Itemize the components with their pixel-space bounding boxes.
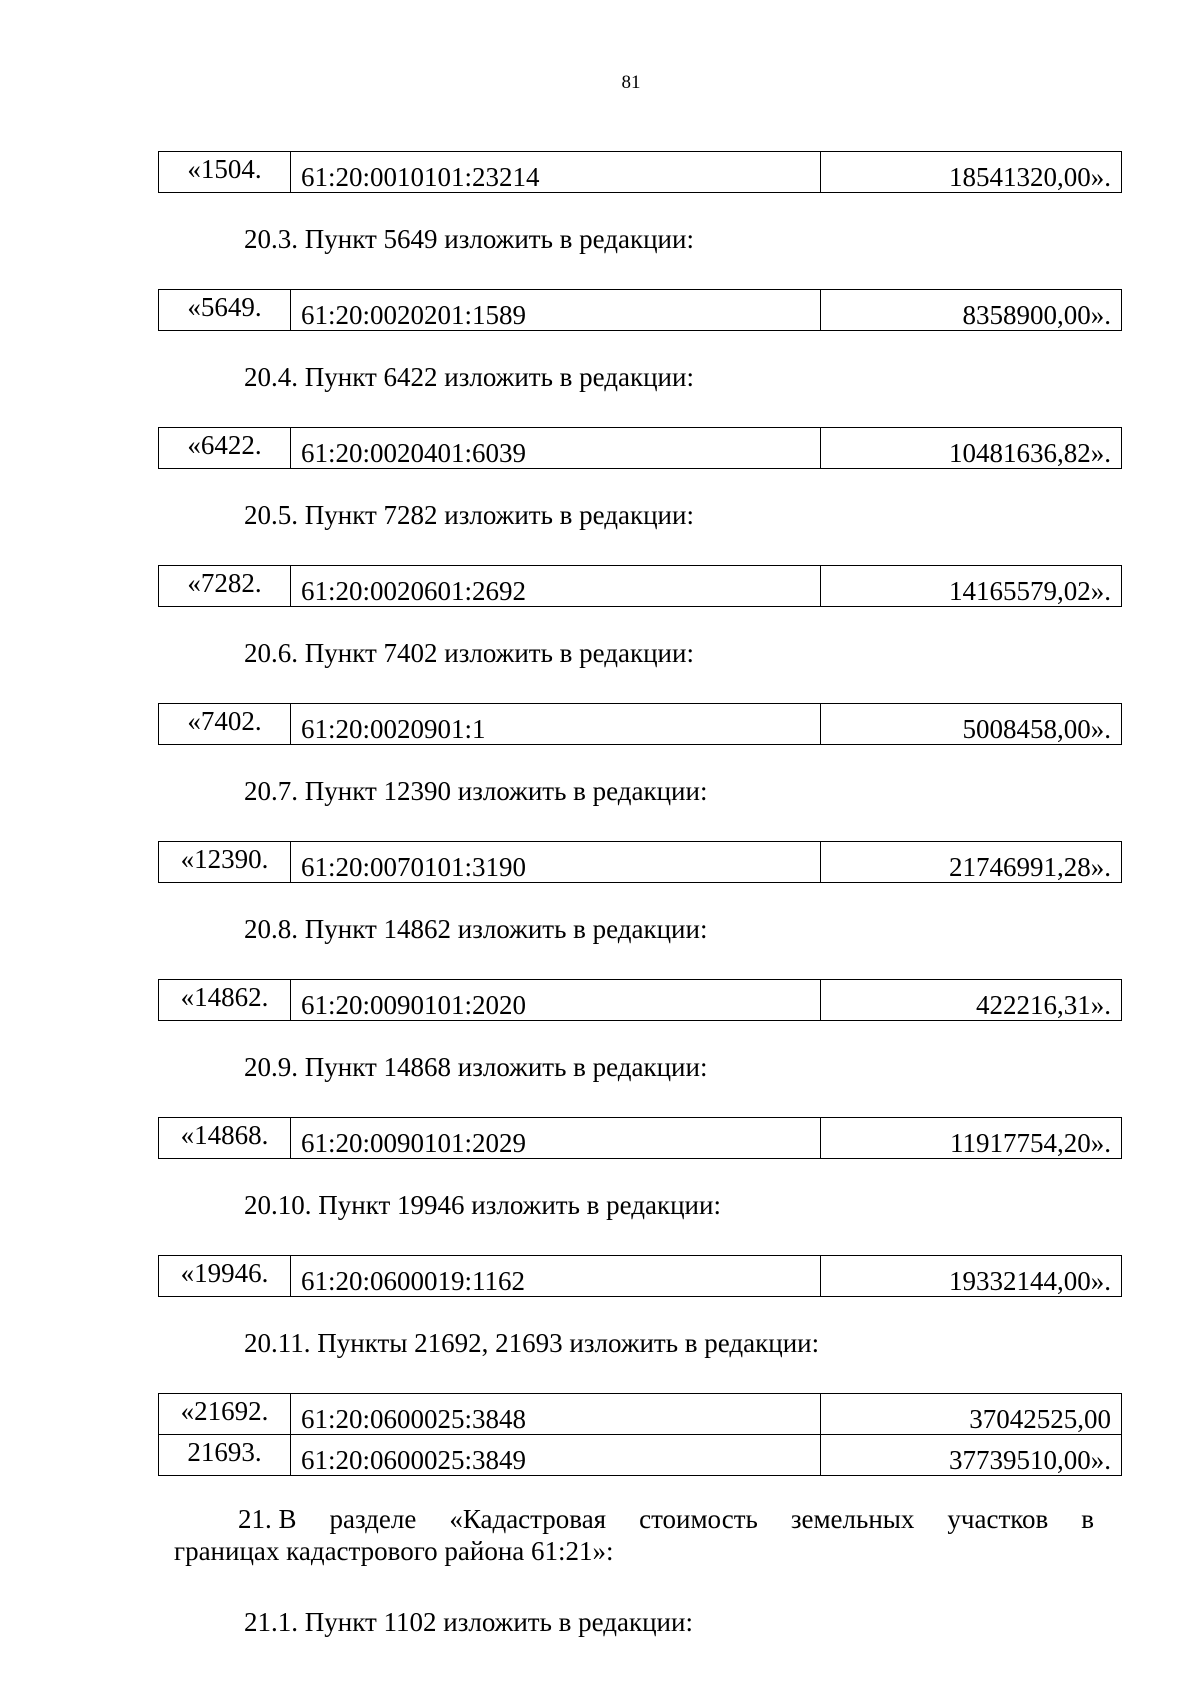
table-1504	[158, 151, 1122, 193]
item-number-cell: «14862.	[159, 980, 291, 1021]
word: разделе	[329, 1504, 417, 1534]
paragraph-21-line-1	[174, 1503, 1094, 1535]
item-number-cell: «7402.	[159, 704, 291, 745]
paragraph-21-1: 21.1. Пункт 1102 изложить в редакции:	[244, 1607, 693, 1637]
item-number-cell: «7282.	[159, 566, 291, 607]
table-row	[159, 842, 1122, 883]
cadastral-number-cell: 61:20:0020201:1589	[291, 290, 821, 331]
table-5649	[158, 289, 1122, 331]
table-row	[159, 152, 1122, 193]
paragraph-20-4: 20.4. Пункт 6422 изложить в редакции:	[244, 362, 694, 392]
item-number-cell: «14868.	[159, 1118, 291, 1159]
word: земельных	[790, 1504, 915, 1534]
table-row	[159, 1435, 1122, 1476]
table-row	[159, 290, 1122, 331]
cadastral-number-cell: 61:20:0600019:1162	[291, 1256, 821, 1297]
table-12390	[158, 841, 1122, 883]
cadastral-number-cell: 61:20:0090101:2020	[291, 980, 821, 1021]
table-row	[159, 566, 1122, 607]
table-row	[159, 704, 1122, 745]
cadastral-value-cell: 37739510,00».	[821, 1435, 1122, 1476]
table-6422	[158, 427, 1122, 469]
cadastral-value-cell: 37042525,00	[821, 1394, 1122, 1435]
paragraph-20-6: 20.6. Пункт 7402 изложить в редакции:	[244, 638, 694, 668]
table-14868	[158, 1117, 1122, 1159]
cadastral-value-cell: 10481636,82».	[821, 428, 1122, 469]
paragraph-20-7: 20.7. Пункт 12390 изложить в редакции:	[244, 776, 708, 806]
paragraph-20-5: 20.5. Пункт 7282 изложить в редакции:	[244, 500, 694, 530]
cadastral-number-cell: 61:20:0010101:23214	[291, 152, 821, 193]
item-number-cell: «1504.	[159, 152, 291, 193]
paragraph-20-9: 20.9. Пункт 14868 изложить в редакции:	[244, 1052, 708, 1082]
item-number-cell: «6422.	[159, 428, 291, 469]
table-row	[159, 1256, 1122, 1297]
cadastral-value-cell: 19332144,00».	[821, 1256, 1122, 1297]
item-number-cell: «21692.	[159, 1394, 291, 1435]
paragraph-21-line-2: границах кадастрового района 61:21»:	[174, 1536, 614, 1566]
table-7282	[158, 565, 1122, 607]
cadastral-number-cell: 61:20:0070101:3190	[291, 842, 821, 883]
item-number-cell: «5649.	[159, 290, 291, 331]
word: стоимость	[639, 1504, 758, 1534]
cadastral-number-cell: 61:20:0020901:1	[291, 704, 821, 745]
paragraph-20-8: 20.8. Пункт 14862 изложить в редакции:	[244, 914, 708, 944]
table-19946	[158, 1255, 1122, 1297]
word: 21. В	[238, 1504, 297, 1534]
cadastral-number-cell: 61:20:0020401:6039	[291, 428, 821, 469]
table-row	[159, 1394, 1122, 1435]
paragraph-21	[174, 1503, 1094, 1567]
page-number: 81	[621, 72, 641, 93]
word: «Кадастровая	[449, 1504, 607, 1534]
cadastral-value-cell: 422216,31».	[821, 980, 1122, 1021]
word: участков	[947, 1504, 1049, 1534]
paragraph-20-3: 20.3. Пункт 5649 изложить в редакции:	[244, 224, 694, 254]
table-14862	[158, 979, 1122, 1021]
cadastral-value-cell: 8358900,00».	[821, 290, 1122, 331]
cadastral-value-cell: 21746991,28».	[821, 842, 1122, 883]
item-number-cell: 21693.	[159, 1435, 291, 1476]
table-7402	[158, 703, 1122, 745]
table-row	[159, 980, 1122, 1021]
paragraph-20-11: 20.11. Пункты 21692, 21693 изложить в редакции:	[244, 1328, 820, 1358]
word: в	[1081, 1504, 1094, 1534]
cadastral-number-cell: 61:20:0020601:2692	[291, 566, 821, 607]
table-row	[159, 428, 1122, 469]
cadastral-value-cell: 11917754,20».	[821, 1118, 1122, 1159]
item-number-cell: «12390.	[159, 842, 291, 883]
item-number-cell: «19946.	[159, 1256, 291, 1297]
cadastral-number-cell: 61:20:0600025:3849	[291, 1435, 821, 1476]
cadastral-value-cell: 14165579,02».	[821, 566, 1122, 607]
cadastral-value-cell: 18541320,00».	[821, 152, 1122, 193]
table-21692-21693	[158, 1393, 1122, 1476]
cadastral-value-cell: 5008458,00».	[821, 704, 1122, 745]
cadastral-number-cell: 61:20:0600025:3848	[291, 1394, 821, 1435]
table-row	[159, 1118, 1122, 1159]
cadastral-number-cell: 61:20:0090101:2029	[291, 1118, 821, 1159]
paragraph-20-10: 20.10. Пункт 19946 изложить в редакции:	[244, 1190, 721, 1220]
